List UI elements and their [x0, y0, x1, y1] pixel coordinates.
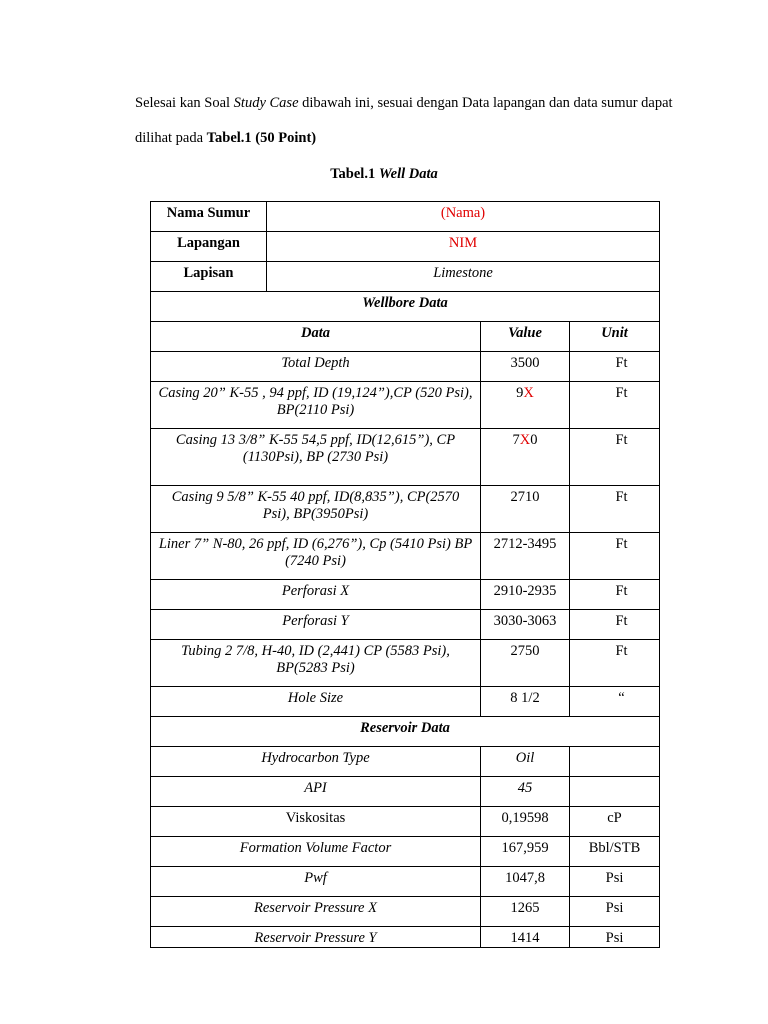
- cell-data: Reservoir Pressure X: [151, 897, 481, 927]
- table-row-nama-sumur: [151, 202, 660, 232]
- cell-value: 3500: [481, 352, 570, 382]
- well-data-table: [150, 201, 660, 948]
- reservoir-title: Reservoir Data: [151, 717, 660, 747]
- cell-unit: Psi: [570, 867, 660, 897]
- cell-unit: Ft: [570, 352, 660, 382]
- table-row: [151, 867, 660, 897]
- table-row: [151, 580, 660, 610]
- value-nama-sumur: (Nama): [267, 202, 660, 232]
- cell-unit: cP: [570, 807, 660, 837]
- table-row: [151, 486, 660, 533]
- table-row: [151, 747, 660, 777]
- cell-value: 45: [481, 777, 570, 807]
- cell-data: Perforasi Y: [151, 610, 481, 640]
- cell-value: 2710: [481, 486, 570, 533]
- value-lapangan: NIM: [267, 232, 660, 262]
- cell-value: 1047,8: [481, 867, 570, 897]
- cell-data: Casing 20” K-55 , 94 ppf, ID (19,124”),CP (520 Psi), BP(2110 Psi): [151, 382, 481, 429]
- table-row: [151, 640, 660, 687]
- intro-text-1: Selesai kan Soal: [135, 95, 234, 111]
- table-row: [151, 533, 660, 580]
- table-caption: [0, 166, 768, 183]
- cell-data: Liner 7” N-80, 26 ppf, ID (6,276”), Cp (5410 Psi) BP (7240 Psi): [151, 533, 481, 580]
- cell-data: Casing 13 3/8” K-55 54,5 ppf, ID(12,615”), CP (1130Psi), BP (2730 Psi): [151, 429, 481, 486]
- header-data: Data: [151, 322, 481, 352]
- wellbore-title: Wellbore Data: [151, 292, 660, 322]
- cell-value: 2910-2935: [481, 580, 570, 610]
- cell-value: 1265: [481, 897, 570, 927]
- value-placeholder-x: X: [523, 385, 534, 401]
- table-row-lapisan: [151, 262, 660, 292]
- value-part: 0: [530, 432, 538, 448]
- cell-data: Reservoir Pressure Y: [151, 927, 481, 948]
- column-header-row: [151, 322, 660, 352]
- table-row: [151, 927, 660, 948]
- cell-unit: [570, 777, 660, 807]
- table-row: [151, 610, 660, 640]
- table-row: [151, 352, 660, 382]
- table-row: [151, 429, 660, 486]
- table-row-lapangan: [151, 232, 660, 262]
- section-header-wellbore: [151, 292, 660, 322]
- cell-unit: “: [570, 687, 660, 717]
- value-part: 7: [512, 432, 520, 448]
- cell-data: Perforasi X: [151, 580, 481, 610]
- cell-unit: [570, 747, 660, 777]
- intro-paragraph: [135, 86, 695, 156]
- cell-data: Casing 9 5/8” K-55 40 ppf, ID(8,835”), CP(2570 Psi), BP(3950Psi): [151, 486, 481, 533]
- cell-unit: Ft: [570, 640, 660, 687]
- cell-data: Hole Size: [151, 687, 481, 717]
- cell-data: Hydrocarbon Type: [151, 747, 481, 777]
- value-part: 9: [516, 385, 524, 401]
- cell-unit: Ft: [570, 429, 660, 486]
- table-row: [151, 897, 660, 927]
- table-row: [151, 807, 660, 837]
- intro-text-2: dibawah ini, sesuai dengan Data lapangan dan data sumur dapat dilihat pada: [135, 95, 673, 146]
- cell-value: [481, 429, 570, 486]
- cell-data: Formation Volume Factor: [151, 837, 481, 867]
- intro-table-ref: Tabel.1 (50 Point): [206, 130, 317, 146]
- cell-value: 167,959: [481, 837, 570, 867]
- caption-title: Well Data: [378, 166, 438, 182]
- cell-unit: Ft: [570, 533, 660, 580]
- table-row: [151, 382, 660, 429]
- label-lapangan: Lapangan: [151, 232, 267, 262]
- cell-unit: Ft: [570, 382, 660, 429]
- intro-study-case: Study Case: [233, 95, 299, 111]
- header-unit: Unit: [570, 322, 660, 352]
- cell-unit: Ft: [570, 486, 660, 533]
- cell-unit: Ft: [570, 610, 660, 640]
- section-header-reservoir: [151, 717, 660, 747]
- cell-unit: Psi: [570, 897, 660, 927]
- table-row: [151, 777, 660, 807]
- cell-value: 1414: [481, 927, 570, 948]
- table-row: [151, 837, 660, 867]
- value-placeholder-x: X: [519, 432, 531, 448]
- cell-value: 3030-3063: [481, 610, 570, 640]
- cell-value: 2750: [481, 640, 570, 687]
- cell-value: Oil: [481, 747, 570, 777]
- cell-value: 2712-3495: [481, 533, 570, 580]
- cell-unit: Ft: [570, 580, 660, 610]
- cell-unit: Bbl/STB: [570, 837, 660, 867]
- cell-value: [481, 382, 570, 429]
- cell-data: Total Depth: [151, 352, 481, 382]
- header-value: Value: [481, 322, 570, 352]
- cell-data: Viskositas: [151, 807, 481, 837]
- label-nama-sumur: Nama Sumur: [151, 202, 267, 232]
- cell-value: 8 1/2: [481, 687, 570, 717]
- cell-unit: Psi: [570, 927, 660, 948]
- label-lapisan: Lapisan: [151, 262, 267, 292]
- cell-value: 0,19598: [481, 807, 570, 837]
- cell-data: Tubing 2 7/8, H-40, ID (2,441) CP (5583 Psi), BP(5283 Psi): [151, 640, 481, 687]
- table-row: [151, 687, 660, 717]
- caption-label: Tabel.1: [330, 166, 379, 182]
- value-lapisan: Limestone: [267, 262, 660, 292]
- cell-data: Pwf: [151, 867, 481, 897]
- cell-data: API: [151, 777, 481, 807]
